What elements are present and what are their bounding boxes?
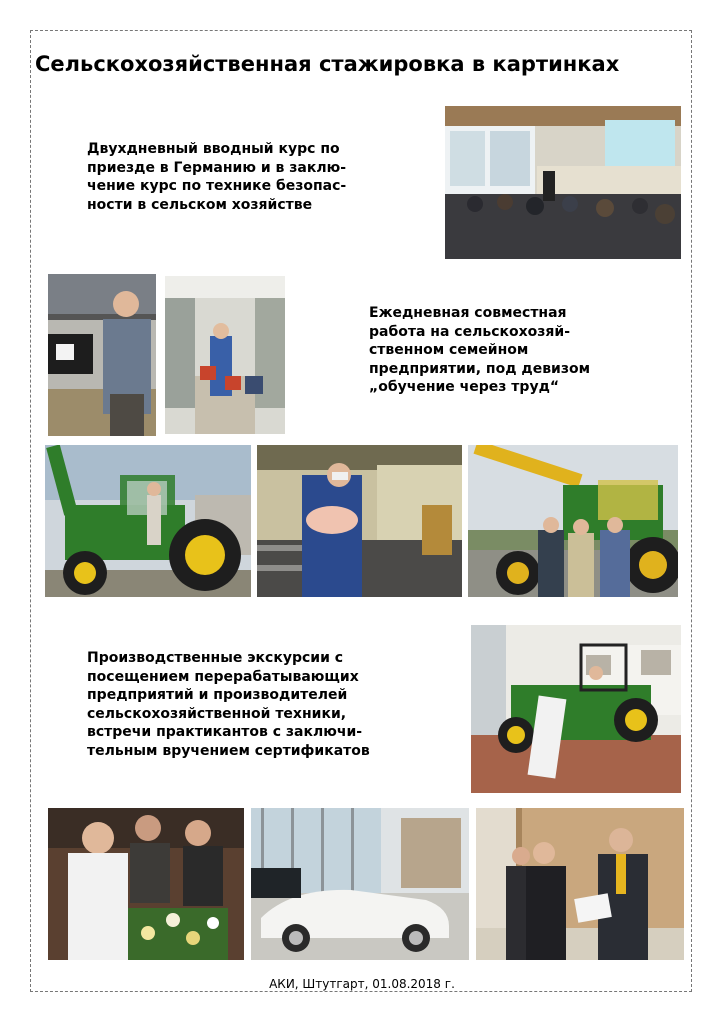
text-line: встречи практикантов с заключи- xyxy=(87,724,363,740)
photo-farmer-cows xyxy=(48,274,156,436)
text-line: чение курс по технике безопас- xyxy=(87,178,347,194)
photo-people-table xyxy=(48,808,244,960)
text-line: Двухдневный вводный курс по xyxy=(87,141,340,157)
text-line: тельным вручением сертификатов xyxy=(87,742,370,759)
photo-white-car xyxy=(251,808,469,960)
text-line: „обучение через труд“ xyxy=(369,379,560,395)
photo-man-piglet xyxy=(257,445,462,597)
text-line: предприятий и производителей xyxy=(87,687,348,703)
text-line: предприятии, под девизом xyxy=(369,360,591,377)
photo-milking-parlor xyxy=(165,276,285,434)
photo-telehandler-group xyxy=(468,445,678,597)
page-title: Сельскохозяйственная стажировка в картинках xyxy=(35,52,620,76)
footer-text: АКИ, Штутгарт, 01.08.2018 г. xyxy=(269,977,455,991)
photo-classroom xyxy=(445,106,681,259)
text-line: ности в сельском хозяйстве xyxy=(87,196,313,213)
text-line: приезде в Германию и в заклю- xyxy=(87,159,347,176)
text-line: работа на сельскохозяй- xyxy=(369,323,571,340)
photo-tractor-showroom xyxy=(471,625,681,793)
text-line: ственном семейном xyxy=(369,342,529,358)
photo-certificate-handover xyxy=(476,808,684,960)
text-line: Ежедневная совместная xyxy=(369,305,567,321)
text-excursions xyxy=(87,649,370,760)
text-line: Производственные экскурсии с xyxy=(87,650,344,666)
text-line: посещением перерабатывающих xyxy=(87,668,359,685)
text-line: сельскохозяйственной техники, xyxy=(87,705,347,722)
text-intro-course xyxy=(87,140,346,214)
text-daily-work xyxy=(369,304,590,397)
photo-green-tractor xyxy=(45,445,251,597)
